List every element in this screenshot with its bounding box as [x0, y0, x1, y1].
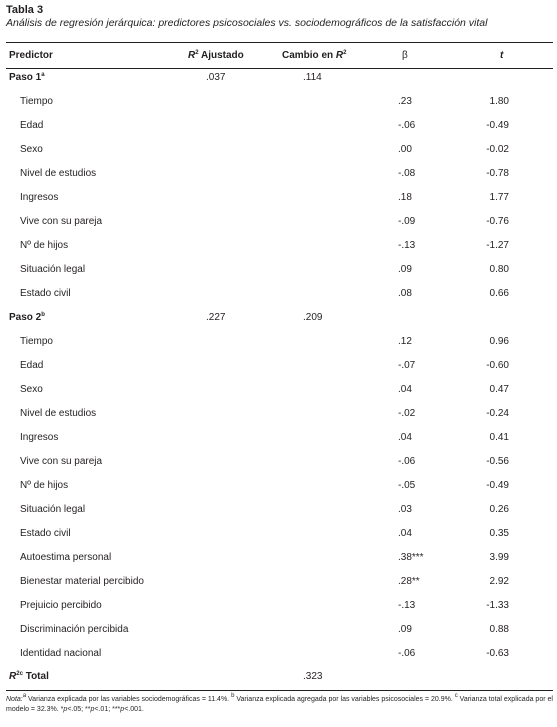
- t-cell: -0.78: [486, 168, 509, 179]
- header-r2-ajustado: [188, 50, 244, 62]
- beta-cell: .18: [398, 192, 412, 203]
- predictor-cell: Edad: [20, 120, 44, 131]
- table-row: [0, 336, 557, 360]
- beta-cell: -.08: [398, 168, 416, 179]
- beta-cell: .04: [398, 384, 412, 395]
- t-cell: 3.99: [489, 552, 509, 563]
- total-label-r: R: [9, 671, 17, 682]
- step-label-sup: a: [41, 72, 45, 78]
- t-cell: -0.49: [486, 120, 509, 131]
- header-rule: [6, 68, 553, 69]
- step-row: [0, 312, 557, 336]
- table-row: [0, 120, 557, 144]
- table-row: [0, 240, 557, 264]
- t-cell: 1.80: [489, 96, 509, 107]
- table-row: [0, 408, 557, 432]
- note-p1: p: [63, 706, 68, 713]
- beta-cell: -.06: [398, 120, 416, 131]
- beta-cell: .09: [398, 624, 412, 635]
- predictor-cell: Vive con su pareja: [20, 216, 103, 227]
- step-label-sup: b: [41, 312, 45, 318]
- beta-cell: .23: [398, 96, 412, 107]
- beta-cell: .08: [398, 288, 412, 299]
- beta-cell: .38***: [398, 552, 424, 563]
- beta-cell: -.09: [398, 216, 416, 227]
- note-p2-rest: <.01; ***: [94, 706, 121, 713]
- header-r2-ajustado-r: R: [188, 50, 196, 61]
- predictor-cell: Estado civil: [20, 528, 71, 539]
- note-sup-b: b: [231, 693, 235, 699]
- predictor-cell: Situación legal: [20, 504, 86, 515]
- bottom-rule: [6, 690, 553, 691]
- table-row: [0, 552, 557, 576]
- note-p1-rest: <.05; **: [67, 706, 91, 713]
- predictor-cell: Tiempo: [20, 96, 53, 107]
- step-cambio-r2: .114: [303, 72, 322, 83]
- total-value: .323: [303, 671, 323, 682]
- t-cell: 0.47: [489, 384, 509, 395]
- step-label-text: Paso 2: [9, 312, 42, 323]
- t-cell: 0.88: [489, 624, 509, 635]
- t-cell: -0.63: [486, 648, 509, 659]
- total-label-sup: 2c: [16, 671, 23, 677]
- beta-cell: -.13: [398, 600, 416, 611]
- table-row: [0, 456, 557, 480]
- note-part-b: Varianza explicada agregada por las variables psicosociales = 20.9%.: [234, 696, 455, 703]
- step-r2-ajustado: .227: [206, 312, 226, 323]
- table-note: [6, 695, 553, 715]
- predictor-cell: Nivel de estudios: [20, 408, 97, 419]
- note-sup-c: c: [454, 693, 458, 699]
- header-cambio-base: Cambio en: [282, 50, 336, 61]
- step-r2-ajustado: .037: [206, 72, 226, 83]
- note-p3: p: [120, 706, 125, 713]
- note-part-a: Varianza explicada por las variables sociodemográficas = 11.4%.: [26, 696, 232, 703]
- top-rule: [6, 42, 553, 43]
- table-row: [0, 264, 557, 288]
- note-sup-a: a: [22, 693, 27, 699]
- t-cell: 0.66: [489, 288, 509, 299]
- table-row: [0, 168, 557, 192]
- t-cell: 2.92: [489, 576, 509, 587]
- t-cell: 0.41: [489, 432, 509, 443]
- total-label: [9, 671, 49, 683]
- t-cell: 1.77: [489, 192, 509, 203]
- beta-cell: -.06: [398, 456, 416, 467]
- header-r2-ajustado-rest: Ajustado: [198, 50, 244, 61]
- step-label-text: Paso 1: [9, 72, 42, 83]
- t-cell: -0.02: [486, 144, 509, 155]
- header-t: t: [500, 50, 504, 61]
- beta-cell: .28**: [398, 576, 420, 587]
- t-cell: -0.76: [486, 216, 509, 227]
- predictor-cell: Sexo: [20, 384, 43, 395]
- beta-cell: -.02: [398, 408, 416, 419]
- predictor-cell: Bienestar material percibido: [20, 576, 144, 587]
- note-p3-rest: <.001.: [124, 706, 144, 713]
- table-row: [0, 96, 557, 120]
- predictor-cell: Nº de hijos: [20, 480, 69, 491]
- t-cell: -1.33: [486, 600, 509, 611]
- header-cambio-r: R: [335, 50, 344, 61]
- table-row: [0, 144, 557, 168]
- predictor-cell: Estado civil: [20, 288, 71, 299]
- step-label: [9, 72, 45, 84]
- beta-cell: .04: [398, 528, 412, 539]
- predictor-cell: Situación legal: [20, 264, 86, 275]
- predictor-cell: Autoestima personal: [20, 552, 112, 563]
- t-cell: 0.80: [489, 264, 509, 275]
- table-row: [0, 528, 557, 552]
- header-cambio-r2: [282, 50, 346, 62]
- table-row: [0, 576, 557, 600]
- header-beta: β: [402, 50, 408, 61]
- table-row: [0, 288, 557, 312]
- beta-cell: -.07: [398, 360, 416, 371]
- header-predictor: Predictor: [9, 50, 53, 61]
- beta-cell: -.06: [398, 648, 416, 659]
- table-subtitle: Análisis de regresión jerárquica: predictores psicosociales vs. sociodemográficos de la satisfacción vital: [6, 17, 488, 29]
- predictor-cell: Sexo: [20, 144, 43, 155]
- table-row: [0, 624, 557, 648]
- predictor-cell: Ingresos: [20, 432, 59, 443]
- predictor-cell: Vive con su pareja: [20, 456, 103, 467]
- t-cell: -0.56: [486, 456, 509, 467]
- t-cell: 0.96: [489, 336, 509, 347]
- t-cell: -1.27: [486, 240, 509, 251]
- table-row: [0, 432, 557, 456]
- t-cell: -0.24: [486, 408, 509, 419]
- predictor-cell: Prejuicio percibido: [20, 600, 102, 611]
- table-row: [0, 504, 557, 528]
- header-cambio-sup: 2: [343, 50, 347, 56]
- predictor-cell: Nº de hijos: [20, 240, 69, 251]
- beta-cell: .12: [398, 336, 412, 347]
- table-title: Tabla 3: [6, 4, 44, 16]
- predictor-cell: Identidad nacional: [20, 648, 102, 659]
- t-cell: -0.60: [486, 360, 509, 371]
- beta-cell: .03: [398, 504, 412, 515]
- predictor-cell: Nivel de estudios: [20, 168, 97, 179]
- step-row: [0, 72, 557, 96]
- step-label: [9, 312, 45, 324]
- beta-cell: -.13: [398, 240, 416, 251]
- note-label: Nota:: [6, 696, 23, 703]
- table-row: [0, 648, 557, 672]
- t-cell: 0.35: [489, 528, 509, 539]
- header-r2-ajustado-sup: 2: [195, 50, 199, 56]
- total-row: [0, 671, 557, 695]
- beta-cell: .00: [398, 144, 412, 155]
- t-cell: -0.49: [486, 480, 509, 491]
- table-row: [0, 360, 557, 384]
- note-p2: p: [90, 706, 95, 713]
- table-row: [0, 600, 557, 624]
- step-cambio-r2: .209: [303, 312, 323, 323]
- predictor-cell: Tiempo: [20, 336, 53, 347]
- beta-cell: .09: [398, 264, 412, 275]
- beta-cell: -.05: [398, 480, 416, 491]
- table-row: [0, 192, 557, 216]
- predictor-cell: Edad: [20, 360, 44, 371]
- table-row: [0, 480, 557, 504]
- predictor-cell: Discriminación percibida: [20, 624, 129, 635]
- table-row: [0, 384, 557, 408]
- predictor-cell: Ingresos: [20, 192, 59, 203]
- note-part-c: Varianza total explicada por el modelo = 32.3%. *: [6, 696, 553, 713]
- t-cell: 0.26: [489, 504, 509, 515]
- beta-cell: .04: [398, 432, 412, 443]
- total-label-rest: Total: [22, 671, 49, 682]
- table-row: [0, 216, 557, 240]
